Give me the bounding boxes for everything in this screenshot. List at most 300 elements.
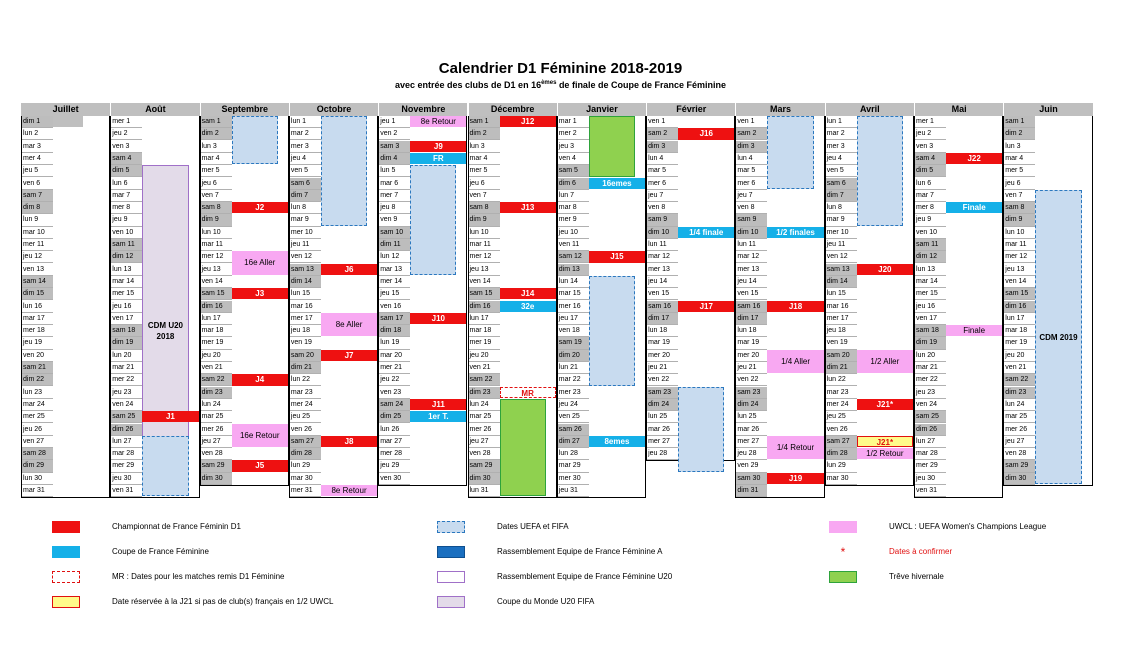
day-label: jeu 31 xyxy=(558,485,589,497)
event-block: 8e Retour xyxy=(410,116,466,127)
day-label: mer 29 xyxy=(111,460,142,472)
day-label: mar 30 xyxy=(826,473,857,485)
legend-swatch xyxy=(437,571,465,583)
day-label: mar 7 xyxy=(111,190,142,202)
event-block: 16emes xyxy=(589,178,645,189)
day-label: lun 9 xyxy=(22,214,53,226)
day-label: mer 31 xyxy=(290,485,321,497)
day-label: sam 7 xyxy=(22,190,53,202)
day-label: ven 10 xyxy=(111,227,142,239)
day-label: lun 29 xyxy=(290,460,321,472)
day-label: jeu 18 xyxy=(826,325,857,337)
day-label: mer 20 xyxy=(736,350,767,362)
day-label: ven 28 xyxy=(201,448,232,460)
day-label: mer 30 xyxy=(558,473,589,485)
day-label: dim 9 xyxy=(1004,214,1035,226)
day-label: mer 28 xyxy=(379,448,410,460)
day-label: lun 3 xyxy=(469,141,500,153)
day-label: jeu 12 xyxy=(22,251,53,263)
legend-swatch xyxy=(52,571,80,583)
subtitle-post: de finale de Coupe de France Féminine xyxy=(556,80,726,90)
day-label: jeu 30 xyxy=(915,473,946,485)
day-label: lun 30 xyxy=(22,473,53,485)
day-label: dim 28 xyxy=(826,448,857,460)
day-label: mer 15 xyxy=(915,288,946,300)
day-label: jeu 15 xyxy=(379,288,410,300)
uefa-block xyxy=(232,116,278,164)
day-label: dim 8 xyxy=(22,202,53,214)
day-label: mar 23 xyxy=(290,387,321,399)
event-block: 1/4 Aller xyxy=(767,350,823,374)
day-label: lun 25 xyxy=(736,411,767,423)
day-label: dim 24 xyxy=(736,399,767,411)
day-label: lun 4 xyxy=(736,153,767,165)
day-label: mer 8 xyxy=(915,202,946,214)
day-label: ven 15 xyxy=(647,288,678,300)
uefa-block xyxy=(321,116,367,226)
day-label: mar 5 xyxy=(647,165,678,177)
month-header: Mai xyxy=(914,103,1003,116)
event-block: 1er T. xyxy=(410,411,466,422)
legend-swatch xyxy=(437,521,465,533)
day-label: ven 8 xyxy=(736,202,767,214)
day-label: ven 26 xyxy=(826,424,857,436)
legend-swatch xyxy=(829,571,857,583)
day-label: dim 5 xyxy=(111,165,142,177)
event-block: Finale xyxy=(946,202,1002,213)
day-label: mar 10 xyxy=(22,227,53,239)
day-label: ven 17 xyxy=(915,313,946,325)
day-label: ven 31 xyxy=(111,485,142,497)
day-label: dim 10 xyxy=(736,227,767,239)
day-label: mer 5 xyxy=(201,165,232,177)
day-label: lun 27 xyxy=(915,436,946,448)
day-label: sam 11 xyxy=(915,239,946,251)
day-label: dim 1 xyxy=(22,116,53,128)
day-label: ven 22 xyxy=(647,374,678,386)
day-label: lun 20 xyxy=(915,350,946,362)
legend-label: Dates à confirmer xyxy=(889,547,953,556)
day-label: ven 9 xyxy=(379,214,410,226)
day-label: mar 19 xyxy=(647,337,678,349)
day-label: dim 20 xyxy=(558,350,589,362)
day-label: lun 24 xyxy=(1004,399,1035,411)
day-label: jeu 3 xyxy=(558,141,589,153)
day-label: lun 17 xyxy=(469,313,500,325)
day-label: lun 18 xyxy=(736,325,767,337)
day-label: mer 10 xyxy=(290,227,321,239)
month-column xyxy=(21,116,110,498)
day-label: dim 19 xyxy=(111,337,142,349)
legend-swatch xyxy=(437,596,465,608)
month-header: Janvier xyxy=(557,103,646,116)
day-label: jeu 14 xyxy=(736,276,767,288)
event-block: MR xyxy=(500,387,556,398)
event-block: J6 xyxy=(321,264,377,275)
day-label: sam 4 xyxy=(111,153,142,165)
day-label: dim 16 xyxy=(201,301,232,313)
day-label: jeu 6 xyxy=(1004,178,1035,190)
day-label: mar 26 xyxy=(647,424,678,436)
event-block: J5 xyxy=(232,460,288,471)
day-label: sam 1 xyxy=(469,116,500,128)
legend-label: Coupe du Monde U20 FIFA xyxy=(497,597,595,606)
day-label: ven 8 xyxy=(647,202,678,214)
day-label: dim 4 xyxy=(379,153,410,165)
day-label: sam 13 xyxy=(290,264,321,276)
day-label: mer 13 xyxy=(647,264,678,276)
event-block: J16 xyxy=(678,128,734,139)
day-label: dim 18 xyxy=(379,325,410,337)
day-label: sam 9 xyxy=(736,214,767,226)
day-label: mar 16 xyxy=(290,301,321,313)
day-label: sam 8 xyxy=(201,202,232,214)
event-block: J8 xyxy=(321,436,377,447)
day-label: ven 1 xyxy=(736,116,767,128)
day-label: ven 6 xyxy=(22,178,53,190)
day-label: sam 9 xyxy=(647,214,678,226)
day-label: mar 25 xyxy=(469,411,500,423)
day-label: ven 7 xyxy=(201,190,232,202)
day-label: lun 11 xyxy=(736,239,767,251)
day-label: jeu 27 xyxy=(201,436,232,448)
legend-label: UWCL : UEFA Women's Champions League xyxy=(889,522,1047,531)
day-label: sam 10 xyxy=(379,227,410,239)
day-label: sam 28 xyxy=(22,448,53,460)
event-block: 16e Retour xyxy=(232,424,288,448)
day-label: sam 3 xyxy=(379,141,410,153)
day-label: lun 12 xyxy=(379,251,410,263)
day-label: dim 11 xyxy=(379,239,410,251)
day-label: mer 10 xyxy=(826,227,857,239)
month-header: Octobre xyxy=(289,103,378,116)
day-label: ven 19 xyxy=(826,337,857,349)
day-label: dim 12 xyxy=(915,251,946,263)
day-label: dim 9 xyxy=(469,214,500,226)
day-label: ven 14 xyxy=(1004,276,1035,288)
month-header: Août xyxy=(110,103,199,116)
day-label: mar 27 xyxy=(379,436,410,448)
day-label: dim 30 xyxy=(1004,473,1035,485)
day-label: dim 7 xyxy=(290,190,321,202)
day-label: sam 16 xyxy=(647,301,678,313)
day-label: mar 7 xyxy=(915,190,946,202)
day-label: jeu 18 xyxy=(290,325,321,337)
day-label: mer 6 xyxy=(647,178,678,190)
day-label: lun 7 xyxy=(558,190,589,202)
uefa-block xyxy=(678,387,724,472)
day-label: lun 13 xyxy=(111,264,142,276)
day-label: ven 17 xyxy=(111,313,142,325)
day-label: jeu 9 xyxy=(111,214,142,226)
day-label: sam 29 xyxy=(469,460,500,472)
day-label: ven 21 xyxy=(201,362,232,374)
day-label: jeu 25 xyxy=(290,411,321,423)
day-label: lun 24 xyxy=(469,399,500,411)
day-label: ven 21 xyxy=(1004,362,1035,374)
day-label: mer 27 xyxy=(647,436,678,448)
day-label: jeu 13 xyxy=(1004,264,1035,276)
day-label: dim 30 xyxy=(469,473,500,485)
day-label: dim 10 xyxy=(647,227,678,239)
day-label: ven 14 xyxy=(201,276,232,288)
day-label: lun 8 xyxy=(826,202,857,214)
day-label: mar 4 xyxy=(469,153,500,165)
day-label: jeu 25 xyxy=(826,411,857,423)
event-block: 32e xyxy=(500,301,556,312)
event-block: J7 xyxy=(321,350,377,361)
day-label: mer 5 xyxy=(1004,165,1035,177)
event-block: J2 xyxy=(232,202,288,213)
day-label: lun 15 xyxy=(826,288,857,300)
day-label: ven 2 xyxy=(379,128,410,140)
day-label: lun 24 xyxy=(201,399,232,411)
event-block: J22 xyxy=(946,153,1002,164)
day-label: mar 11 xyxy=(469,239,500,251)
day-label: lun 1 xyxy=(826,116,857,128)
day-label: jeu 23 xyxy=(915,387,946,399)
event-block: 8emes xyxy=(589,436,645,447)
legend-label: Trêve hivernale xyxy=(889,572,944,581)
day-label: mer 26 xyxy=(1004,424,1035,436)
day-label: ven 7 xyxy=(1004,190,1035,202)
day-label: lun 3 xyxy=(1004,141,1035,153)
legend-swatch xyxy=(437,546,465,558)
day-label: sam 24 xyxy=(379,399,410,411)
day-label: mer 8 xyxy=(111,202,142,214)
day-label: dim 3 xyxy=(647,141,678,153)
day-label: ven 3 xyxy=(915,141,946,153)
day-label: lun 29 xyxy=(826,460,857,472)
day-label: mer 1 xyxy=(111,116,142,128)
day-label: mer 6 xyxy=(736,178,767,190)
day-label: mar 2 xyxy=(826,128,857,140)
day-label: jeu 1 xyxy=(379,116,410,128)
day-label: mar 2 xyxy=(290,128,321,140)
day-label: mar 28 xyxy=(915,448,946,460)
legend-label: Championnat de France Féminin D1 xyxy=(112,522,241,531)
day-label: sam 5 xyxy=(558,165,589,177)
event-block: J17 xyxy=(678,301,734,312)
day-label: sam 6 xyxy=(826,178,857,190)
day-label: dim 13 xyxy=(558,264,589,276)
day-label: jeu 6 xyxy=(201,178,232,190)
day-label: jeu 4 xyxy=(826,153,857,165)
day-label: mar 11 xyxy=(201,239,232,251)
event-block: 8e Retour xyxy=(321,485,377,496)
day-label: lun 6 xyxy=(915,178,946,190)
day-label: dim 21 xyxy=(826,362,857,374)
subtitle-pre: avec entrée des clubs de D1 en 16 xyxy=(395,80,542,90)
day-label: lun 14 xyxy=(558,276,589,288)
legend-label: Rassemblement Equipe de France Féminine U20 xyxy=(497,572,673,581)
day-label: mar 18 xyxy=(469,325,500,337)
day-label: sam 18 xyxy=(111,325,142,337)
event-block: J10 xyxy=(410,313,466,324)
event-block: J9 xyxy=(410,141,466,152)
day-label: lun 13 xyxy=(915,264,946,276)
day-label: jeu 20 xyxy=(201,350,232,362)
day-label: mar 17 xyxy=(22,313,53,325)
day-label: dim 29 xyxy=(22,460,53,472)
day-label: sam 29 xyxy=(1004,460,1035,472)
day-label: mar 4 xyxy=(201,153,232,165)
day-label: lun 4 xyxy=(647,153,678,165)
day-label: mar 26 xyxy=(736,424,767,436)
day-label: mer 12 xyxy=(469,251,500,263)
day-label: ven 20 xyxy=(22,350,53,362)
day-label: mer 23 xyxy=(558,387,589,399)
day-label: ven 21 xyxy=(469,362,500,374)
day-label: lun 22 xyxy=(290,374,321,386)
day-label: dim 17 xyxy=(647,313,678,325)
day-label: jeu 9 xyxy=(915,214,946,226)
day-label: mer 21 xyxy=(379,362,410,374)
day-label: jeu 17 xyxy=(558,313,589,325)
day-label: jeu 21 xyxy=(647,362,678,374)
day-label: sam 13 xyxy=(826,264,857,276)
day-label: mer 26 xyxy=(469,424,500,436)
day-label: dim 23 xyxy=(201,387,232,399)
day-label: dim 26 xyxy=(111,424,142,436)
day-label: jeu 27 xyxy=(1004,436,1035,448)
day-label: mar 29 xyxy=(558,460,589,472)
event-block: 8e Aller xyxy=(321,313,377,337)
day-label: lun 1 xyxy=(290,116,321,128)
day-label: mer 16 xyxy=(558,301,589,313)
event-block: J13 xyxy=(500,202,556,213)
day-label: sam 14 xyxy=(22,276,53,288)
day-label: mar 25 xyxy=(201,411,232,423)
day-label: ven 26 xyxy=(290,424,321,436)
day-label: lun 6 xyxy=(111,178,142,190)
day-label: ven 25 xyxy=(558,411,589,423)
day-label: jeu 19 xyxy=(22,337,53,349)
day-label: lun 23 xyxy=(22,387,53,399)
day-label: jeu 29 xyxy=(379,460,410,472)
day-label: sam 6 xyxy=(290,178,321,190)
day-label: mer 22 xyxy=(915,374,946,386)
day-label: ven 24 xyxy=(111,399,142,411)
day-label: dim 16 xyxy=(469,301,500,313)
day-label: sam 21 xyxy=(22,362,53,374)
day-label: jeu 11 xyxy=(826,239,857,251)
day-label: sam 26 xyxy=(558,424,589,436)
day-label: ven 4 xyxy=(558,153,589,165)
day-label: jeu 5 xyxy=(22,165,53,177)
event-block: 1/2 finales xyxy=(767,227,823,238)
legend-label: Date réservée à la J21 si pas de club(s) français en 1/2 UWCL xyxy=(112,597,334,606)
month-header: Juillet xyxy=(21,103,110,116)
month-header: Décembre xyxy=(468,103,557,116)
day-label: mar 14 xyxy=(111,276,142,288)
day-label: mar 24 xyxy=(22,399,53,411)
event-block: 1/4 Retour xyxy=(767,436,823,460)
day-label: jeu 23 xyxy=(111,387,142,399)
legend-label: Dates UEFA et FIFA xyxy=(497,522,569,531)
day-label: sam 8 xyxy=(469,202,500,214)
day-label: sam 15 xyxy=(201,288,232,300)
day-label: mer 12 xyxy=(1004,251,1035,263)
event-block: J1 xyxy=(142,411,198,422)
event-block: 16e Aller xyxy=(232,251,288,275)
day-label: sam 8 xyxy=(1004,202,1035,214)
day-label: sam 2 xyxy=(736,128,767,140)
month-header: Février xyxy=(646,103,735,116)
day-label: sam 11 xyxy=(111,239,142,251)
day-label: mer 4 xyxy=(22,153,53,165)
day-label: lun 15 xyxy=(290,288,321,300)
day-label: mer 24 xyxy=(826,399,857,411)
day-label: ven 5 xyxy=(290,165,321,177)
day-label: jeu 14 xyxy=(647,276,678,288)
day-label: mar 16 xyxy=(826,301,857,313)
day-label: dim 6 xyxy=(558,178,589,190)
day-label: jeu 26 xyxy=(22,424,53,436)
event-block: J18 xyxy=(767,301,823,312)
legend-label: Rassemblement Equipe de France Féminine A xyxy=(497,547,663,556)
day-label: jeu 22 xyxy=(379,374,410,386)
event-block: J14 xyxy=(500,288,556,299)
day-label: ven 23 xyxy=(379,387,410,399)
month-column xyxy=(914,116,1003,498)
day-label: lun 16 xyxy=(22,301,53,313)
uefa-block xyxy=(410,165,456,275)
uefa-block xyxy=(857,116,903,226)
day-label: mer 27 xyxy=(736,436,767,448)
day-label: jeu 27 xyxy=(469,436,500,448)
day-label: mar 18 xyxy=(1004,325,1035,337)
day-label: ven 30 xyxy=(379,473,410,485)
day-label: mer 3 xyxy=(826,141,857,153)
event-block: J19 xyxy=(767,473,823,484)
day-label: dim 23 xyxy=(469,387,500,399)
day-label: ven 28 xyxy=(469,448,500,460)
day-label: jeu 6 xyxy=(469,178,500,190)
event-block: J11 xyxy=(410,399,466,410)
day-label: mar 21 xyxy=(915,362,946,374)
day-label: sam 27 xyxy=(290,436,321,448)
day-label: sam 4 xyxy=(915,153,946,165)
day-label: lun 25 xyxy=(647,411,678,423)
day-label: jeu 20 xyxy=(469,350,500,362)
day-label: jeu 7 xyxy=(647,190,678,202)
day-label: sam 1 xyxy=(1004,116,1035,128)
day-label: dim 27 xyxy=(558,436,589,448)
day-label: jeu 30 xyxy=(111,473,142,485)
day-label: mar 6 xyxy=(379,178,410,190)
day-label: mar 20 xyxy=(379,350,410,362)
day-label: mer 22 xyxy=(111,374,142,386)
day-label: jeu 7 xyxy=(736,190,767,202)
event-block: J21* xyxy=(857,436,913,447)
day-label: ven 22 xyxy=(736,374,767,386)
day-label: mar 22 xyxy=(558,374,589,386)
day-label: jeu 4 xyxy=(290,153,321,165)
day-label: sam 27 xyxy=(826,436,857,448)
day-label: sam 18 xyxy=(915,325,946,337)
day-label: sam 25 xyxy=(915,411,946,423)
day-label: mer 17 xyxy=(290,313,321,325)
day-label: lun 18 xyxy=(647,325,678,337)
day-label: sam 16 xyxy=(736,301,767,313)
day-label: mar 12 xyxy=(647,251,678,263)
event-block xyxy=(53,116,83,127)
winter-break-block xyxy=(500,399,546,496)
day-label: mer 15 xyxy=(111,288,142,300)
day-label: jeu 20 xyxy=(1004,350,1035,362)
day-label: mer 18 xyxy=(22,325,53,337)
